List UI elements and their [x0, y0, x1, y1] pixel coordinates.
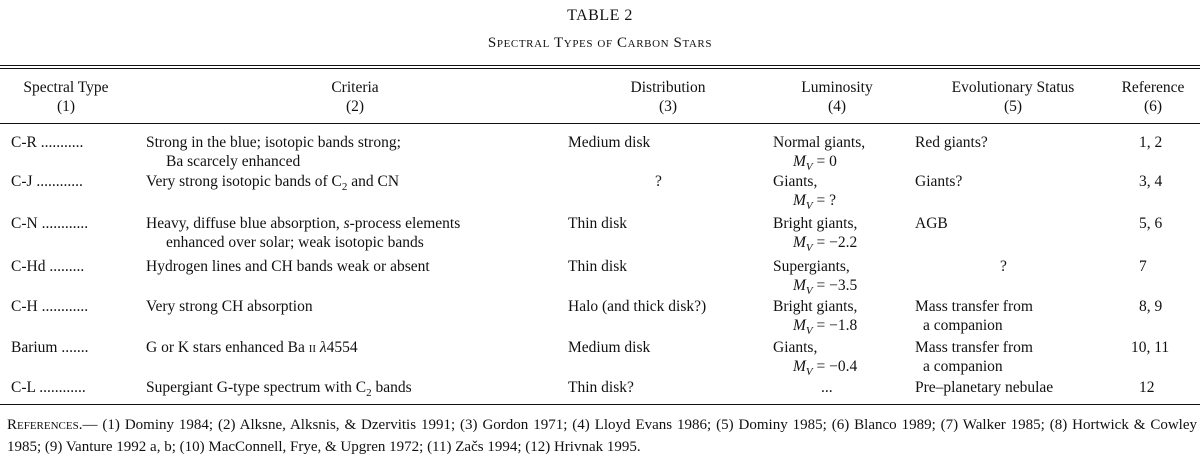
row6-criteria: G or K stars enhanced Ba ii λ4554: [146, 339, 358, 356]
row4-distribution: Thin disk: [568, 258, 627, 275]
row1-luminosity: Normal giants, $M_V = 0$: [773, 134, 866, 174]
row6-type: Barium .......: [11, 339, 89, 356]
row1-criteria: Strong in the blue; isotopic bands strong; Ba scarcely enhanced: [146, 134, 401, 170]
table-number: TABLE 2: [567, 7, 633, 24]
table-title: Spectral Types of Carbon Stars: [487, 35, 713, 51]
references-text: — (1) Dominy 1984; (2) Alksne, Alksnis, & Dzervitis 1991; (3) Gordon 1971; (4) Lloyd Evans 1986; (5) Dominy 1985; (6) Blanco 1989; (7) Walker 1985; (8) Hortwick & Cowley 1985; (9) Vanture 1992 a, b; (10) MacConnell, Frye, & Upgren 1972; (11) Začs 1994; (12) Hrivnak 1995.: [7, 417, 1197, 455]
row3-criteria: Heavy, diffuse blue absorption, s-process elements enhanced over solar; weak isotopic bands: [146, 215, 461, 251]
references-note: [7, 414, 1197, 458]
row7-reference: 12: [1139, 379, 1155, 396]
header-evolutionary-status: Evolutionary Status (5): [951, 79, 1075, 115]
header-distribution: Distribution (3): [630, 79, 706, 115]
row1-reference: 1, 2: [1139, 134, 1163, 151]
row7-criteria: Supergiant G-type spectrum with $C_2$ bands: [146, 379, 412, 400]
row2-reference: 3, 4: [1139, 173, 1163, 190]
row5-luminosity: Bright giants, $M_V = -1.8$: [773, 298, 858, 338]
row5-criteria: Very strong CH absorption: [146, 298, 313, 315]
row5-type: C-H ............: [11, 298, 89, 315]
row2-criteria: Very strong isotopic bands of $C_2$ and CN: [146, 173, 400, 194]
row5-distribution: Halo (and thick disk?): [568, 298, 707, 315]
row5-reference: 8, 9: [1139, 298, 1163, 315]
header-rule: [0, 123, 1200, 124]
row3-status: AGB: [915, 215, 948, 232]
row3-reference: 5, 6: [1139, 215, 1163, 232]
row2-distribution: ?: [655, 173, 662, 190]
top-rule-second: [0, 68, 1200, 69]
row1-distribution: Medium disk: [568, 134, 651, 151]
row3-distribution: Thin disk: [568, 215, 627, 232]
row7-type: C-L ............: [11, 379, 86, 396]
row3-luminosity: Bright giants, $M_V = -2.2$: [773, 215, 858, 255]
row4-status: ?: [1000, 258, 1007, 275]
row7-distribution: Thin disk?: [568, 379, 634, 396]
row7-luminosity: ...: [821, 379, 833, 396]
row6-reference: 10, 11: [1131, 339, 1170, 356]
row4-luminosity: Supergiants, $M_V = -3.5$: [773, 258, 858, 298]
row1-type: C-R ...........: [11, 134, 84, 151]
header-spectral-type: Spectral Type (1): [23, 79, 109, 115]
row2-status: Giants?: [915, 173, 963, 190]
header-luminosity: Luminosity (4): [801, 79, 873, 115]
row4-criteria: Hydrogen lines and CH bands weak or absent: [146, 258, 430, 275]
row2-type: C-J ............: [11, 173, 83, 190]
row1-status: Red giants?: [915, 134, 988, 151]
row4-reference: 7: [1139, 258, 1147, 275]
row2-luminosity: Giants, $M_V$ = ?: [773, 173, 837, 213]
references-label: References.: [7, 417, 83, 433]
row5-status: Mass transfer from a companion: [915, 298, 1033, 334]
header-reference: Reference (6): [1121, 79, 1185, 115]
row3-type: C-N ............: [11, 215, 89, 232]
row6-distribution: Medium disk: [568, 339, 651, 356]
row6-luminosity: Giants, $M_V = -0.4$: [773, 339, 858, 379]
bottom-rule: [0, 404, 1200, 405]
row7-status: Pre–planetary nebulae: [915, 379, 1054, 396]
row4-type: C-Hd .........: [11, 258, 85, 275]
row6-status: Mass transfer from a companion: [915, 339, 1033, 375]
header-criteria: Criteria (2): [331, 79, 379, 115]
top-rule: [0, 65, 1200, 66]
